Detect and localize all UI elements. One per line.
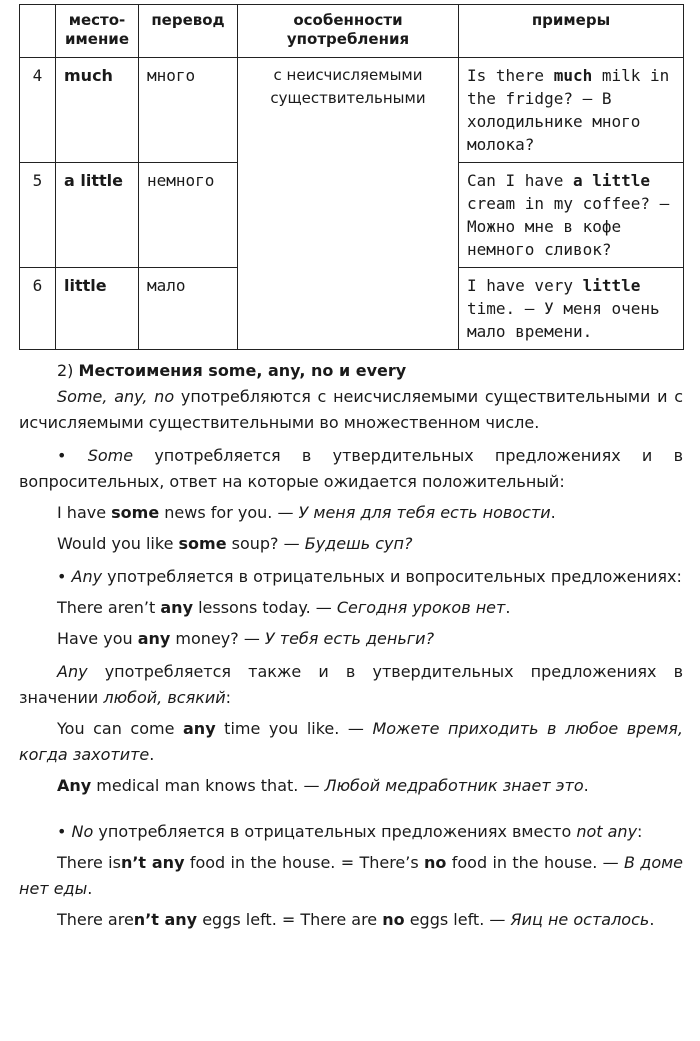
example-sentence: You can come any time you like. — Можете приходить в любое время, когда захотите.	[19, 719, 683, 764]
row-number: 6	[20, 268, 56, 350]
row-pronoun: much	[56, 58, 139, 163]
header-pronoun: место- имение	[56, 5, 139, 58]
example-sentence: Would you like some soup? — Будешь суп?	[57, 534, 413, 553]
pronoun-table	[19, 4, 684, 350]
row-example: Can I have a little cream in my coffee? — Можно мне в кофе немного сливок?	[459, 163, 684, 268]
row-pronoun: a little	[56, 163, 139, 268]
section-intro: Some, any, no употребляются с неисчисляемыми существительными и с исчисляемыми существительными во множественном числе.	[19, 387, 684, 432]
header-usage: особенности употребления	[238, 5, 459, 58]
row-translation: мало	[139, 268, 238, 350]
table-header-row	[20, 5, 684, 58]
row-translation: много	[139, 58, 238, 163]
rule-some: • Some употребляется в утвердительных предложениях и в вопросительных, ответ на которые ожидается положительный:	[19, 446, 683, 491]
row-example: Is there much milk in the fridge? — В холодильнике много молока?	[459, 58, 684, 163]
row-translation: немного	[139, 163, 238, 268]
row-example: I have very little time. — У меня очень мало времени.	[459, 268, 684, 350]
header-num	[20, 5, 56, 58]
table-row	[20, 58, 684, 163]
example-sentence: There aren’t any eggs left. = There are no eggs left. — Яиц не осталось.	[57, 910, 655, 929]
header-examples: примеры	[459, 5, 684, 58]
rule-no: • No употребляется в отрицательных предложениях вместо not any:	[57, 822, 643, 841]
example-sentence: Any medical man knows that. — Любой медработник знает это.	[57, 776, 589, 795]
row-pronoun: little	[56, 268, 139, 350]
example-sentence: I have some news for you. — У меня для тебя есть новости.	[57, 503, 556, 522]
rule-any-affirmative: Any употребляется также и в утвердительных предложениях в значении любой, всякий:	[19, 662, 683, 707]
header-translation: перевод	[139, 5, 238, 58]
example-sentence: Have you any money? — У тебя есть деньги?	[57, 629, 435, 648]
row-usage: с неисчисляемыми существительными	[238, 58, 459, 350]
section-heading: 2) Местоимения some, any, no и every	[57, 361, 407, 380]
row-number: 5	[20, 163, 56, 268]
rule-any: • Any употребляется в отрицательных и вопросительных предложениях:	[57, 567, 682, 586]
body-text	[19, 358, 683, 933]
example-sentence: There isn’t any food in the house. = There’s no food in the house. — В доме нет еды.	[19, 853, 684, 898]
example-sentence: There aren’t any lessons today. — Сегодня уроков нет.	[57, 598, 511, 617]
row-number: 4	[20, 58, 56, 163]
